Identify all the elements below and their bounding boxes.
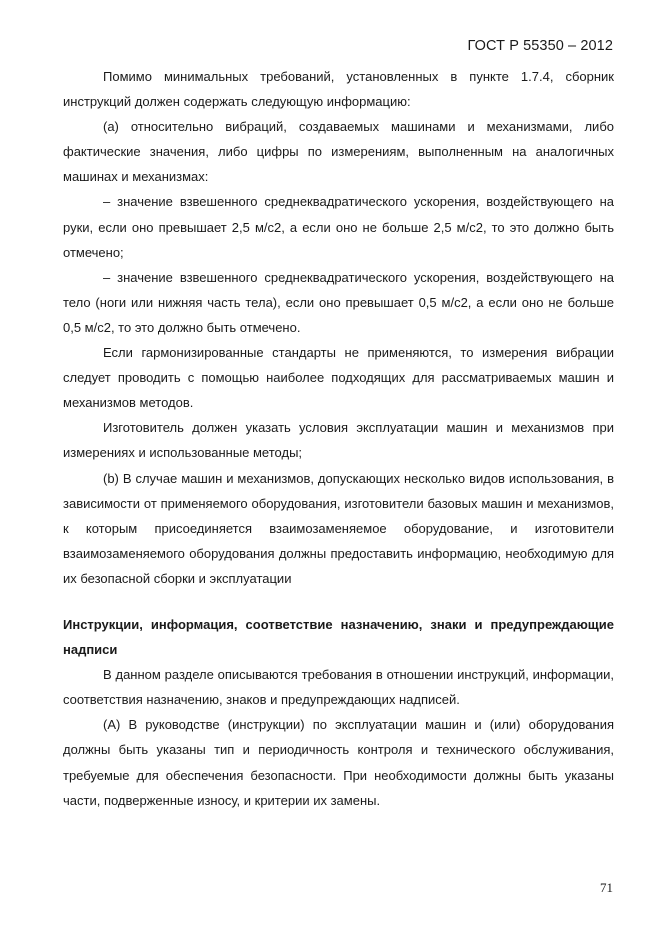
paragraph-operating-conditions: Изготовитель должен указать условия эксплуатации машин и механизмов при измерениях и использованные методы;	[63, 420, 614, 461]
paragraph-hand-vibration: – значение взвешенного среднеквадратического ускорения, воздействующего на руки, если оно превышает 2,5 м/с2, а если оно не больше 2,5 м/с2, то это должно быть отмечено;	[63, 194, 614, 260]
paragraph-body-vibration: – значение взвешенного среднеквадратического ускорения, воздействующего на тело (ноги или нижняя часть тела), если оно превышает 0,5 м/с2, а если оно не больше 0,5 м/с2, то это должно быть отмечено.	[63, 269, 614, 335]
document-header	[468, 38, 614, 54]
paragraph-intro: Помимо минимальных требований, установленных в пункте 1.7.4, сборник инструкций должен содержать следующую информацию:	[63, 69, 614, 110]
section-paragraph-item-a: (A) В руководстве (инструкции) по эксплуатации машин и (или) оборудования должны быть указаны тип и периодичность контроля и технического обслуживания, требуемые для обеспечения безопасности. При необходимости должны быть указаны части, подверженные износу, и критерии их замены.	[63, 717, 614, 808]
section-heading: Инструкции, информация, соответствие назначению, знаки и предупреждающие надписи	[63, 616, 614, 658]
paragraph-measurement-methods: Если гармонизированные стандарты не применяются, то измерения вибрации следует проводить с помощью наиболее подходящих для рассматриваемых машин и механизмов методов.	[63, 345, 614, 411]
paragraph-item-a: (a) относительно вибраций, создаваемых машинами и механизмами, либо фактические значения, либо цифры по измерениям, выполненным на аналогичных машинах и механизмах:	[63, 119, 614, 185]
section-paragraph-description: В данном разделе описываются требования в отношении инструкций, информации, соответствия назначению, знаков и предупреждающих надписей.	[63, 667, 614, 708]
standard-code: ГОСТ Р 55350 – 2012	[467, 38, 613, 54]
paragraph-item-b: (b) В случае машин и механизмов, допускающих несколько видов использования, в зависимости от применяемого оборудования, изготовители базовых машин и механизмов, к которым присоединяется взаимозаменяемое оборудование, и изготовители взаимозаменяемого оборудования должны предоставить информацию, необходимую для их безопасной сборки и эксплуатации	[63, 470, 614, 586]
page-body	[63, 64, 614, 813]
page-number: 71	[600, 880, 613, 895]
